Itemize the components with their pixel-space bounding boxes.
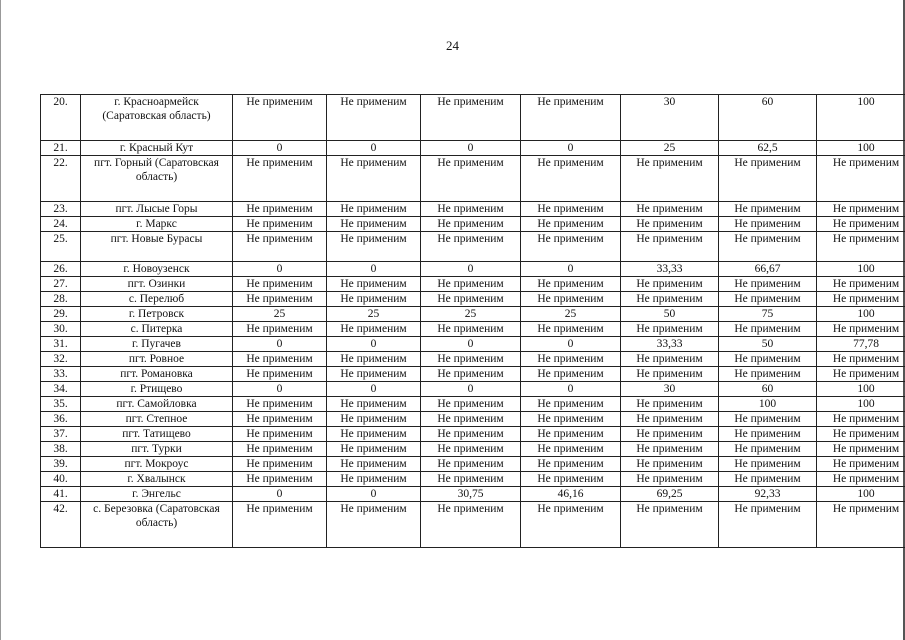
row-number: 39. — [41, 457, 81, 472]
value-cell-1: Не применим — [233, 202, 327, 217]
row-number: 23. — [41, 202, 81, 217]
value-cell-2: Не применим — [327, 322, 421, 337]
row-number: 34. — [41, 382, 81, 397]
value-cell-3: Не применим — [421, 352, 521, 367]
value-cell-3: Не применим — [421, 502, 521, 548]
value-cell-3: Не применим — [421, 397, 521, 412]
row-number: 37. — [41, 427, 81, 442]
table-body — [41, 95, 905, 548]
value-cell-7: 100 — [817, 141, 905, 156]
value-cell-1: Не применим — [233, 217, 327, 232]
value-cell-5: 69,25 — [621, 487, 719, 502]
value-cell-5: Не применим — [621, 352, 719, 367]
value-cell-4: Не применим — [521, 472, 621, 487]
value-cell-1: Не применим — [233, 322, 327, 337]
value-cell-6: Не применим — [719, 502, 817, 548]
value-cell-2: Не применим — [327, 292, 421, 307]
table-row — [41, 156, 905, 202]
value-cell-7: 100 — [817, 262, 905, 277]
value-cell-2: 0 — [327, 141, 421, 156]
value-cell-3: 0 — [421, 262, 521, 277]
row-number: 35. — [41, 397, 81, 412]
table-row — [41, 307, 905, 322]
value-cell-2: 0 — [327, 337, 421, 352]
value-cell-5: 25 — [621, 141, 719, 156]
value-cell-6: 60 — [719, 382, 817, 397]
value-cell-7: 100 — [817, 95, 905, 141]
value-cell-4: Не применим — [521, 232, 621, 262]
table-row — [41, 412, 905, 427]
value-cell-6: Не применим — [719, 457, 817, 472]
table-row — [41, 277, 905, 292]
value-cell-4: Не применим — [521, 427, 621, 442]
value-cell-7: Не применим — [817, 322, 905, 337]
value-cell-2: Не применим — [327, 232, 421, 262]
value-cell-5: Не применим — [621, 322, 719, 337]
value-cell-7: Не применим — [817, 412, 905, 427]
table-row — [41, 442, 905, 457]
settlement-name: г. Новоузенск — [81, 262, 233, 277]
value-cell-1: Не применим — [233, 352, 327, 367]
value-cell-5: Не применим — [621, 217, 719, 232]
table-row — [41, 472, 905, 487]
value-cell-4: Не применим — [521, 442, 621, 457]
value-cell-4: Не применим — [521, 367, 621, 382]
value-cell-7: 100 — [817, 382, 905, 397]
value-cell-4: Не применим — [521, 502, 621, 548]
table-row — [41, 427, 905, 442]
table-row — [41, 141, 905, 156]
scan-edge-left — [0, 0, 1, 640]
value-cell-2: 0 — [327, 487, 421, 502]
value-cell-6: Не применим — [719, 352, 817, 367]
value-cell-6: Не применим — [719, 156, 817, 202]
row-number: 26. — [41, 262, 81, 277]
value-cell-2: 0 — [327, 262, 421, 277]
value-cell-2: Не применим — [327, 202, 421, 217]
value-cell-5: 30 — [621, 382, 719, 397]
value-cell-7: Не применим — [817, 442, 905, 457]
value-cell-4: Не применим — [521, 292, 621, 307]
value-cell-4: 0 — [521, 382, 621, 397]
value-cell-3: Не применим — [421, 277, 521, 292]
settlement-name: пгт. Озинки — [81, 277, 233, 292]
value-cell-7: Не применим — [817, 352, 905, 367]
settlement-name: г. Хвалынск — [81, 472, 233, 487]
value-cell-3: Не применим — [421, 95, 521, 141]
settlement-name: г. Энгельс — [81, 487, 233, 502]
row-number: 42. — [41, 502, 81, 548]
value-cell-6: 100 — [719, 397, 817, 412]
value-cell-2: Не применим — [327, 367, 421, 382]
row-number: 25. — [41, 232, 81, 262]
value-cell-3: Не применим — [421, 292, 521, 307]
settlement-name: г. Петровск — [81, 307, 233, 322]
row-number: 27. — [41, 277, 81, 292]
value-cell-6: Не применим — [719, 232, 817, 262]
row-number: 22. — [41, 156, 81, 202]
value-cell-3: Не применим — [421, 322, 521, 337]
table-row — [41, 367, 905, 382]
value-cell-7: 100 — [817, 307, 905, 322]
settlement-name: пгт. Мокроус — [81, 457, 233, 472]
value-cell-5: 33,33 — [621, 337, 719, 352]
value-cell-2: Не применим — [327, 502, 421, 548]
value-cell-5: Не применим — [621, 292, 719, 307]
data-table — [40, 94, 905, 548]
value-cell-5: Не применим — [621, 472, 719, 487]
value-cell-6: Не применим — [719, 217, 817, 232]
value-cell-3: Не применим — [421, 202, 521, 217]
settlement-name: г. Красноармейск (Саратовская область) — [81, 95, 233, 141]
value-cell-2: Не применим — [327, 412, 421, 427]
table-row — [41, 502, 905, 548]
value-cell-5: Не применим — [621, 277, 719, 292]
value-cell-4: Не применим — [521, 156, 621, 202]
value-cell-6: 60 — [719, 95, 817, 141]
row-number: 32. — [41, 352, 81, 367]
value-cell-2: Не применим — [327, 95, 421, 141]
table-row — [41, 397, 905, 412]
value-cell-3: 0 — [421, 141, 521, 156]
settlement-name: пгт. Самойловка — [81, 397, 233, 412]
value-cell-1: Не применим — [233, 442, 327, 457]
value-cell-2: Не применим — [327, 397, 421, 412]
value-cell-5: Не применим — [621, 427, 719, 442]
settlement-name: г. Пугачев — [81, 337, 233, 352]
value-cell-1: Не применим — [233, 277, 327, 292]
settlement-name: г. Маркс — [81, 217, 233, 232]
value-cell-7: Не применим — [817, 472, 905, 487]
value-cell-1: 0 — [233, 262, 327, 277]
value-cell-5: Не применим — [621, 232, 719, 262]
settlement-name: пгт. Татищево — [81, 427, 233, 442]
value-cell-1: Не применим — [233, 397, 327, 412]
value-cell-6: 50 — [719, 337, 817, 352]
value-cell-1: 0 — [233, 487, 327, 502]
value-cell-1: 0 — [233, 337, 327, 352]
row-number: 28. — [41, 292, 81, 307]
value-cell-4: Не применим — [521, 457, 621, 472]
value-cell-7: Не применим — [817, 217, 905, 232]
value-cell-4: 46,16 — [521, 487, 621, 502]
value-cell-5: Не применим — [621, 457, 719, 472]
value-cell-6: 92,33 — [719, 487, 817, 502]
value-cell-2: Не применим — [327, 442, 421, 457]
value-cell-7: Не применим — [817, 277, 905, 292]
value-cell-3: 25 — [421, 307, 521, 322]
value-cell-7: Не применим — [817, 202, 905, 217]
value-cell-1: Не применим — [233, 427, 327, 442]
row-number: 41. — [41, 487, 81, 502]
value-cell-6: Не применим — [719, 277, 817, 292]
value-cell-2: 25 — [327, 307, 421, 322]
row-number: 33. — [41, 367, 81, 382]
row-number: 40. — [41, 472, 81, 487]
value-cell-4: Не применим — [521, 322, 621, 337]
row-number: 21. — [41, 141, 81, 156]
value-cell-4: 0 — [521, 337, 621, 352]
value-cell-4: Не применим — [521, 352, 621, 367]
value-cell-3: Не применим — [421, 472, 521, 487]
table-row — [41, 352, 905, 367]
value-cell-6: 75 — [719, 307, 817, 322]
value-cell-3: Не применим — [421, 457, 521, 472]
settlement-name: г. Ртищево — [81, 382, 233, 397]
value-cell-4: 25 — [521, 307, 621, 322]
settlement-name: пгт. Степное — [81, 412, 233, 427]
value-cell-6: Не применим — [719, 472, 817, 487]
settlement-name: с. Перелюб — [81, 292, 233, 307]
value-cell-6: Не применим — [719, 367, 817, 382]
value-cell-4: Не применим — [521, 217, 621, 232]
table-row — [41, 232, 905, 262]
value-cell-2: 0 — [327, 382, 421, 397]
value-cell-1: 0 — [233, 382, 327, 397]
row-number: 36. — [41, 412, 81, 427]
value-cell-6: 66,67 — [719, 262, 817, 277]
row-number: 30. — [41, 322, 81, 337]
settlement-name: г. Красный Кут — [81, 141, 233, 156]
table-row — [41, 322, 905, 337]
value-cell-3: 30,75 — [421, 487, 521, 502]
value-cell-3: Не применим — [421, 442, 521, 457]
value-cell-6: Не применим — [719, 442, 817, 457]
value-cell-1: Не применим — [233, 292, 327, 307]
table-row — [41, 95, 905, 141]
value-cell-7: 100 — [817, 397, 905, 412]
settlement-name: пгт. Горный (Саратовская область) — [81, 156, 233, 202]
row-number: 20. — [41, 95, 81, 141]
value-cell-4: Не применим — [521, 95, 621, 141]
table-row — [41, 457, 905, 472]
table-row — [41, 217, 905, 232]
value-cell-5: Не применим — [621, 202, 719, 217]
value-cell-4: Не применим — [521, 397, 621, 412]
value-cell-5: Не применим — [621, 412, 719, 427]
value-cell-2: Не применим — [327, 156, 421, 202]
value-cell-3: 0 — [421, 382, 521, 397]
value-cell-5: Не применим — [621, 156, 719, 202]
value-cell-6: Не применим — [719, 412, 817, 427]
value-cell-3: Не применим — [421, 367, 521, 382]
value-cell-7: Не применим — [817, 457, 905, 472]
value-cell-6: Не применим — [719, 202, 817, 217]
table-row — [41, 382, 905, 397]
value-cell-7: 100 — [817, 487, 905, 502]
value-cell-3: Не применим — [421, 412, 521, 427]
value-cell-1: Не применим — [233, 156, 327, 202]
value-cell-3: Не применим — [421, 217, 521, 232]
value-cell-7: Не применим — [817, 232, 905, 262]
page-number: 24 — [446, 38, 459, 53]
table-row — [41, 292, 905, 307]
value-cell-7: Не применим — [817, 502, 905, 548]
value-cell-3: Не применим — [421, 232, 521, 262]
value-cell-7: Не применим — [817, 292, 905, 307]
value-cell-2: Не применим — [327, 457, 421, 472]
value-cell-6: Не применим — [719, 427, 817, 442]
value-cell-2: Не применим — [327, 352, 421, 367]
value-cell-5: Не применим — [621, 442, 719, 457]
settlement-name: с. Березовка (Саратовская область) — [81, 502, 233, 548]
value-cell-4: Не применим — [521, 412, 621, 427]
value-cell-5: 33,33 — [621, 262, 719, 277]
value-cell-4: 0 — [521, 141, 621, 156]
settlement-name: пгт. Новые Бурасы — [81, 232, 233, 262]
value-cell-4: Не применим — [521, 202, 621, 217]
value-cell-3: 0 — [421, 337, 521, 352]
value-cell-2: Не применим — [327, 472, 421, 487]
row-number: 31. — [41, 337, 81, 352]
value-cell-1: Не применим — [233, 457, 327, 472]
row-number: 29. — [41, 307, 81, 322]
value-cell-1: Не применим — [233, 367, 327, 382]
value-cell-2: Не применим — [327, 217, 421, 232]
value-cell-7: Не применим — [817, 427, 905, 442]
value-cell-5: Не применим — [621, 397, 719, 412]
value-cell-1: Не применим — [233, 95, 327, 141]
value-cell-3: Не применим — [421, 427, 521, 442]
value-cell-7: Не применим — [817, 156, 905, 202]
value-cell-7: 77,78 — [817, 337, 905, 352]
settlement-name: пгт. Ровное — [81, 352, 233, 367]
value-cell-3: Не применим — [421, 156, 521, 202]
value-cell-2: Не применим — [327, 427, 421, 442]
value-cell-6: Не применим — [719, 322, 817, 337]
value-cell-1: Не применим — [233, 472, 327, 487]
table-row — [41, 262, 905, 277]
value-cell-1: Не применим — [233, 412, 327, 427]
value-cell-5: 50 — [621, 307, 719, 322]
table-row — [41, 202, 905, 217]
value-cell-7: Не применим — [817, 367, 905, 382]
row-number: 38. — [41, 442, 81, 457]
row-number: 24. — [41, 217, 81, 232]
value-cell-5: Не применим — [621, 502, 719, 548]
settlement-name: пгт. Турки — [81, 442, 233, 457]
value-cell-2: Не применим — [327, 277, 421, 292]
value-cell-1: 25 — [233, 307, 327, 322]
value-cell-1: Не применим — [233, 232, 327, 262]
value-cell-4: 0 — [521, 262, 621, 277]
settlement-name: пгт. Романовка — [81, 367, 233, 382]
settlement-name: с. Питерка — [81, 322, 233, 337]
value-cell-6: Не применим — [719, 292, 817, 307]
value-cell-4: Не применим — [521, 277, 621, 292]
table-row — [41, 487, 905, 502]
value-cell-1: Не применим — [233, 502, 327, 548]
value-cell-5: Не применим — [621, 367, 719, 382]
value-cell-1: 0 — [233, 141, 327, 156]
value-cell-6: 62,5 — [719, 141, 817, 156]
settlement-name: пгт. Лысые Горы — [81, 202, 233, 217]
table-row — [41, 337, 905, 352]
value-cell-5: 30 — [621, 95, 719, 141]
